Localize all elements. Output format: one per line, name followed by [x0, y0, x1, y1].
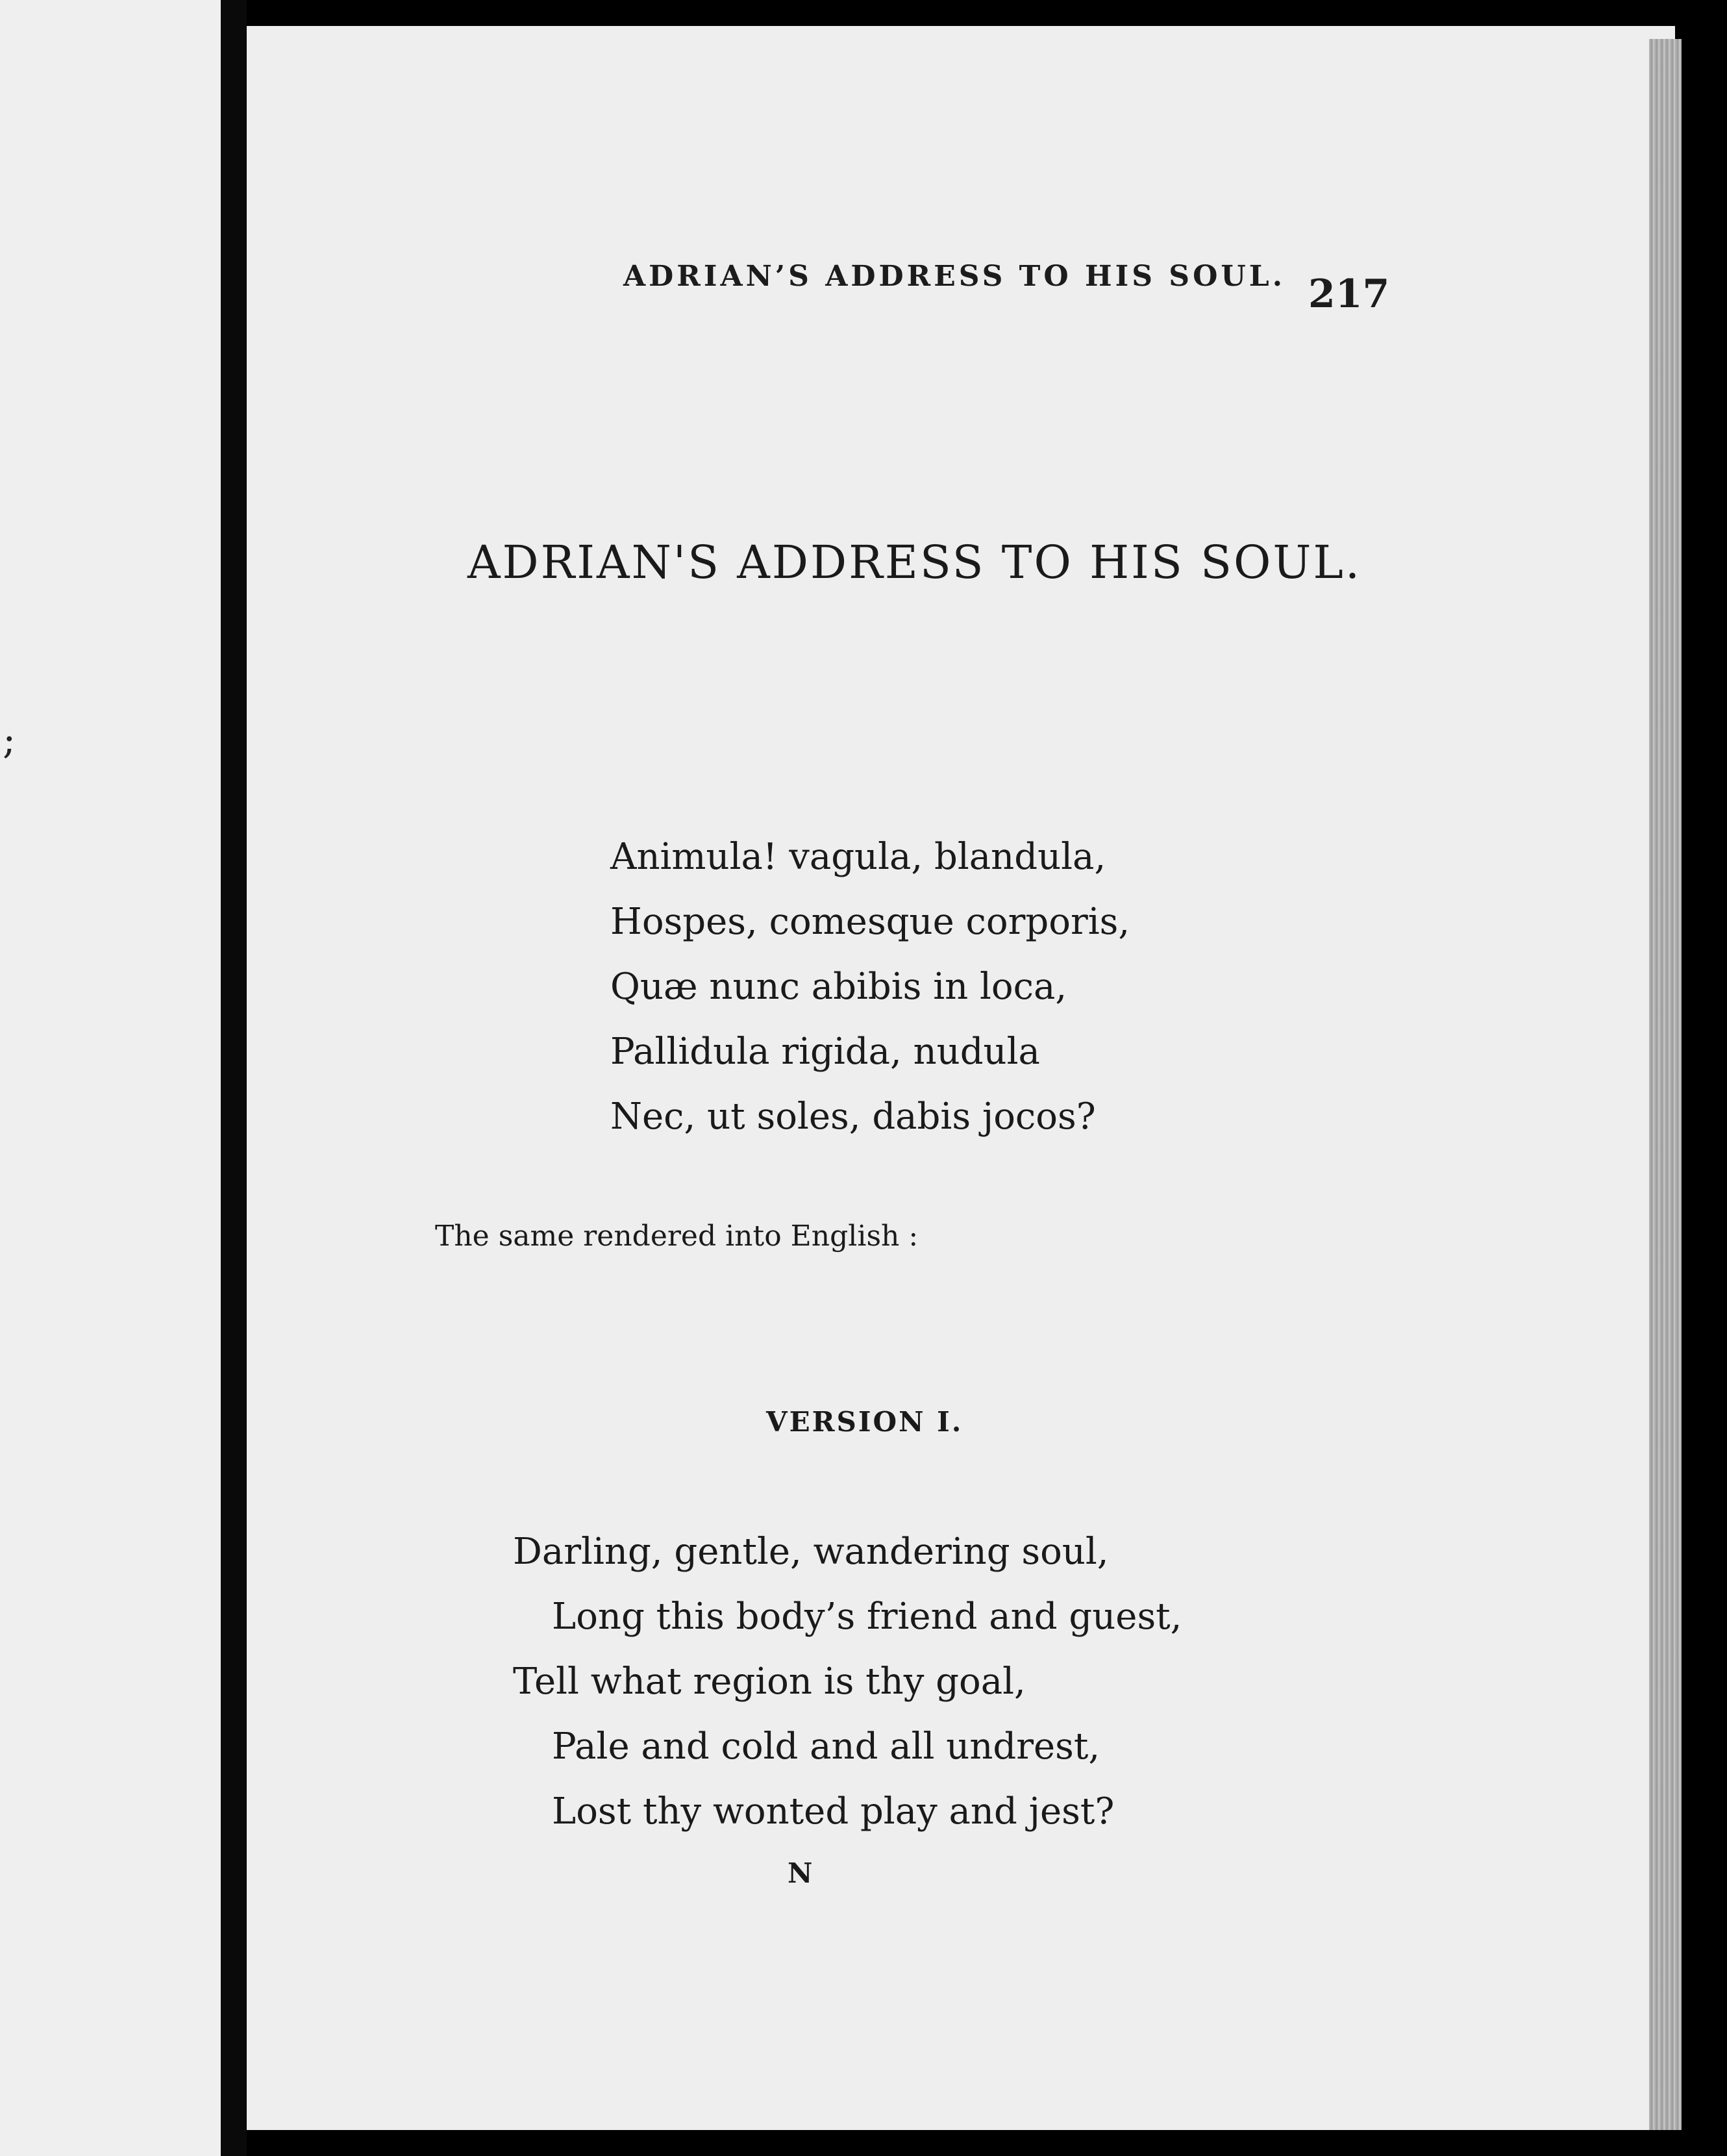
- english-line: Lost thy wonted play and jest?: [552, 1790, 1115, 1833]
- running-head: ADRIAN’S ADDRESS TO HIS SOUL.: [623, 260, 1286, 293]
- english-line: Long this body’s friend and guest,: [552, 1596, 1182, 1638]
- page-number: 217: [1308, 271, 1390, 317]
- latin-line: Quæ nunc abibis in loca,: [610, 966, 1067, 1008]
- version-heading: VERSION I.: [766, 1406, 963, 1438]
- left-facing-page: [0, 0, 221, 2156]
- english-line: Darling, gentle, wandering soul,: [513, 1531, 1109, 1573]
- latin-poem: [610, 825, 1130, 1149]
- english-line: Pale and cold and all undrest,: [552, 1725, 1100, 1768]
- latin-line: Animula! vagula, blandula,: [610, 836, 1106, 878]
- book-gutter: [221, 0, 247, 2156]
- english-line: Tell what region is thy goal,: [513, 1661, 1026, 1703]
- latin-line: Nec, ut soles, dabis jocos?: [610, 1096, 1096, 1138]
- latin-line: Hospes, comesque corporis,: [610, 901, 1130, 943]
- latin-line: Pallidula rigida, nudula: [610, 1031, 1040, 1073]
- english-poem: [513, 1520, 1182, 1844]
- left-page-stray-mark: ;: [3, 718, 16, 763]
- poem-title: ADRIAN'S ADDRESS TO HIS SOUL.: [467, 536, 1362, 589]
- intro-text: The same rendered into English :: [435, 1220, 919, 1253]
- signature-mark: N: [788, 1857, 813, 1889]
- page-edge: [1649, 39, 1682, 2130]
